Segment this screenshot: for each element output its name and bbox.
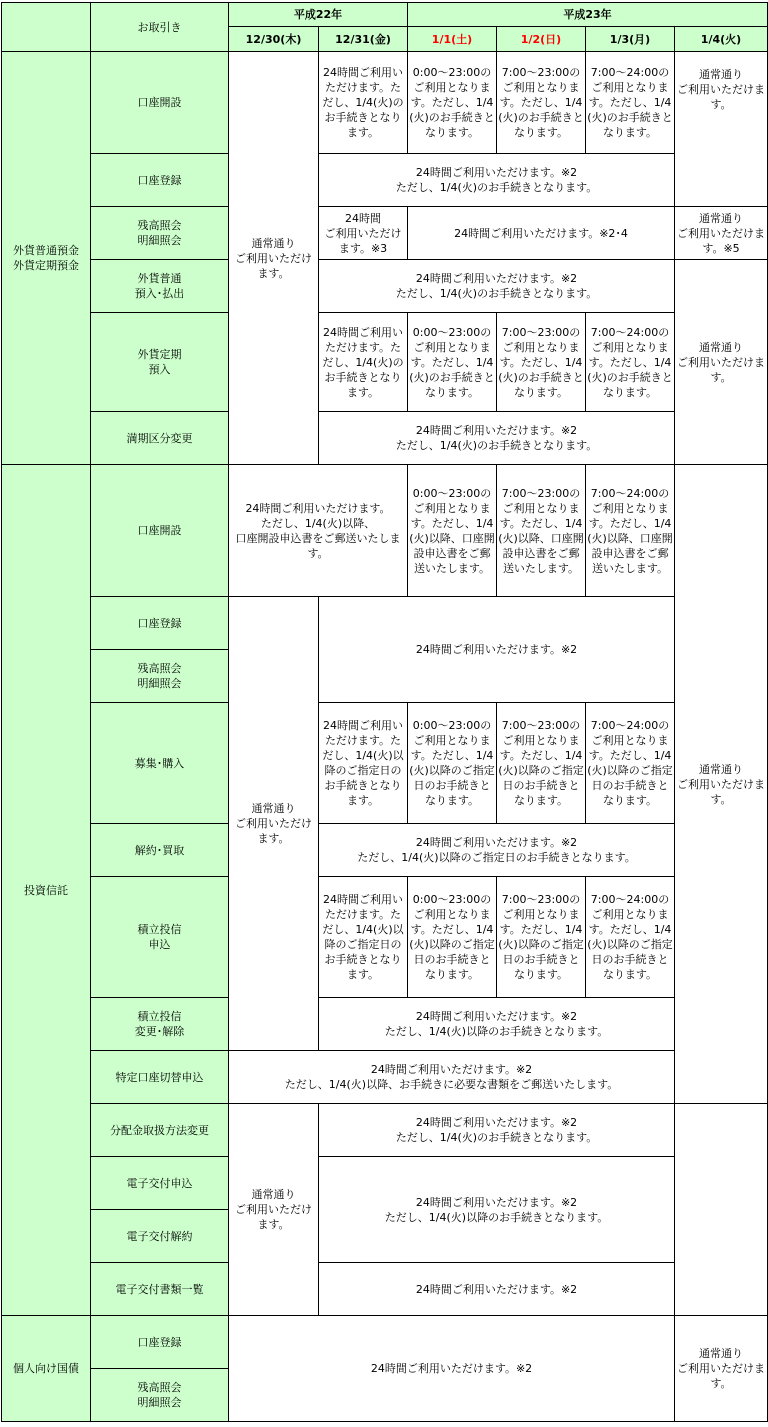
schedule-cell: 通常通り ご利用いただけます。	[675, 1316, 768, 1422]
date-header-0104: 1/4(火)	[675, 27, 768, 52]
service-name: 電子交付申込	[91, 1157, 229, 1210]
schedule-cell	[675, 1104, 768, 1316]
date-header-0101: 1/1(土)	[408, 27, 497, 52]
schedule-cell: 24時間ご利用いただけます。 ただし、1/4(火)以降、 口座開設申込書をご郵送いたします。	[229, 465, 408, 597]
schedule-cell: 24時間ご利用いただけます。※2 ただし、1/4(火)のお手続きとなります。	[319, 260, 675, 313]
schedule-cell: 24時間ご利用いただけます。※2 ただし、1/4(火)以降のお手続きとなります。	[319, 998, 675, 1051]
schedule-cell: 7:00～24:00のご利用となります。ただし、1/4(火)のお手続きとなります。	[586, 313, 675, 412]
schedule-cell: 7:00～24:00のご利用となります。ただし、1/4(火)以降のご指定日のお手続きとなります。	[586, 877, 675, 998]
year-header-h22: 平成22年	[229, 3, 408, 27]
service-name: 外貨定期 預入	[91, 313, 229, 412]
service-name: 口座開設	[91, 465, 229, 597]
service-name: 残高照会 明細照会	[91, 207, 229, 260]
service-name: 口座登録	[91, 1316, 229, 1369]
schedule-cell: 通常通り ご利用いただけます。	[229, 597, 319, 1051]
service-name: 口座登録	[91, 154, 229, 207]
service-name: 特定口座切替申込	[91, 1051, 229, 1104]
schedule-cell: 24時間ご利用いただけます。※2	[319, 597, 675, 703]
schedule-cell: 通常通り ご利用いただけます。	[675, 52, 768, 207]
date-header-0102: 1/2(日)	[497, 27, 586, 52]
schedule-cell: 24時間ご利用いただけます。ただし、1/4(火)のお手続きとなります。	[319, 52, 408, 154]
schedule-cell: 7:00～23:00のご利用となります。ただし、1/4(火)のお手続きとなります。	[497, 313, 586, 412]
schedule-cell: 0:00～23:00のご利用となります。ただし、1/4(火)のお手続きとなります。	[408, 52, 497, 154]
schedule-cell: 24時間ご利用いただけます。ただし、1/4(火)以降のご指定日のお手続きとなります。	[319, 877, 408, 998]
service-name: 外貨普通 預入･払出	[91, 260, 229, 313]
service-column-header: お取引き	[91, 3, 229, 52]
service-name: 口座開設	[91, 52, 229, 154]
schedule-cell: 通常通り ご利用いただけます。	[229, 52, 319, 465]
service-name: 残高照会 明細照会	[91, 650, 229, 703]
schedule-cell: 7:00～23:00のご利用となります。ただし、1/4(火)のお手続きとなります。	[497, 52, 586, 154]
schedule-cell: 7:00～24:00のご利用となります。ただし、1/4(火)以降、口座開設申込書をご郵送いたします。	[586, 465, 675, 597]
service-name: 分配金取扱方法変更	[91, 1104, 229, 1157]
schedule-cell: 通常通り ご利用いただけます。	[675, 465, 768, 1104]
header-corner	[2, 3, 91, 52]
service-name: 満期区分変更	[91, 412, 229, 465]
schedule-cell: 通常通り ご利用いただけます。	[675, 260, 768, 465]
schedule-cell: 7:00～23:00のご利用となります。ただし、1/4(火)以降のご指定日のお手続きとなります。	[497, 703, 586, 824]
service-name: 電子交付書類一覧	[91, 1263, 229, 1316]
section-label-jgb: 個人向け国債	[2, 1316, 91, 1422]
holiday-service-schedule-table	[1, 2, 768, 1422]
schedule-cell: 0:00～23:00のご利用となります。ただし、1/4(火)以降のご指定日のお手続きとなります。	[408, 703, 497, 824]
schedule-cell: 24時間 ご利用いただけます。※3	[319, 207, 408, 260]
schedule-cell: 24時間ご利用いただけます。※2 ただし、1/4(火)以降、お手続きに必要な書類をご郵送いたします。	[229, 1051, 675, 1104]
schedule-cell: 24時間ご利用いただけます。ただし、1/4(火)のお手続きとなります。	[319, 313, 408, 412]
service-name: 残高照会 明細照会	[91, 1369, 229, 1422]
schedule-cell: 7:00～24:00のご利用となります。ただし、1/4(火)のお手続きとなります。	[586, 52, 675, 154]
service-name: 積立投信 申込	[91, 877, 229, 998]
schedule-cell: 0:00～23:00のご利用となります。ただし、1/4(火)のお手続きとなります。	[408, 313, 497, 412]
schedule-cell: 24時間ご利用いただけます。※2 ただし、1/4(火)以降のご指定日のお手続きとなります。	[319, 824, 675, 877]
schedule-cell: 24時間ご利用いただけます。※2	[319, 1263, 675, 1316]
service-name: 積立投信 変更･解除	[91, 998, 229, 1051]
section-label-investment-trust: 投資信託	[2, 465, 91, 1316]
schedule-cell: 24時間ご利用いただけます。※2 ただし、1/4(火)のお手続きとなります。	[319, 154, 675, 207]
schedule-cell: 24時間ご利用いただけます。※2	[229, 1316, 675, 1422]
schedule-cell: 通常通り ご利用いただけます。	[229, 1104, 319, 1316]
schedule-cell: 24時間ご利用いただけます。※2 ただし、1/4(火)のお手続きとなります。	[319, 412, 675, 465]
schedule-cell: 24時間ご利用いただけます。※2 ただし、1/4(火)のお手続きとなります。	[319, 1104, 675, 1157]
schedule-cell: 0:00～23:00のご利用となります。ただし、1/4(火)以降のご指定日のお手続きとなります。	[408, 877, 497, 998]
date-header-1230: 12/30(木)	[229, 27, 319, 52]
schedule-cell: 7:00～24:00のご利用となります。ただし、1/4(火)以降のご指定日のお手続きとなります。	[586, 703, 675, 824]
schedule-cell: 24時間ご利用いただけます。※2 ただし、1/4(火)以降のお手続きとなります。	[319, 1157, 675, 1263]
service-name: 電子交付解約	[91, 1210, 229, 1263]
date-header-1231: 12/31(金)	[319, 27, 408, 52]
section-label-fx-deposit: 外貨普通預金 外貨定期預金	[2, 52, 91, 465]
service-name: 募集･購入	[91, 703, 229, 824]
service-name: 解約･買取	[91, 824, 229, 877]
schedule-cell: 24時間ご利用いただけます。ただし、1/4(火)以降のご指定日のお手続きとなります。	[319, 703, 408, 824]
year-header-h23: 平成23年	[408, 3, 768, 27]
date-header-0103: 1/3(月)	[586, 27, 675, 52]
schedule-cell: 通常通り ご利用いただけます。※5	[675, 207, 768, 260]
schedule-cell: 7:00～23:00のご利用となります。ただし、1/4(火)以降、口座開設申込書をご郵送いたします。	[497, 465, 586, 597]
schedule-cell: 24時間ご利用いただけます。※2･4	[408, 207, 675, 260]
schedule-cell: 0:00～23:00のご利用となります。ただし、1/4(火)以降、口座開設申込書をご郵送いたします。	[408, 465, 497, 597]
schedule-cell: 7:00～23:00のご利用となります。ただし、1/4(火)以降のご指定日のお手続きとなります。	[497, 877, 586, 998]
service-name: 口座登録	[91, 597, 229, 650]
